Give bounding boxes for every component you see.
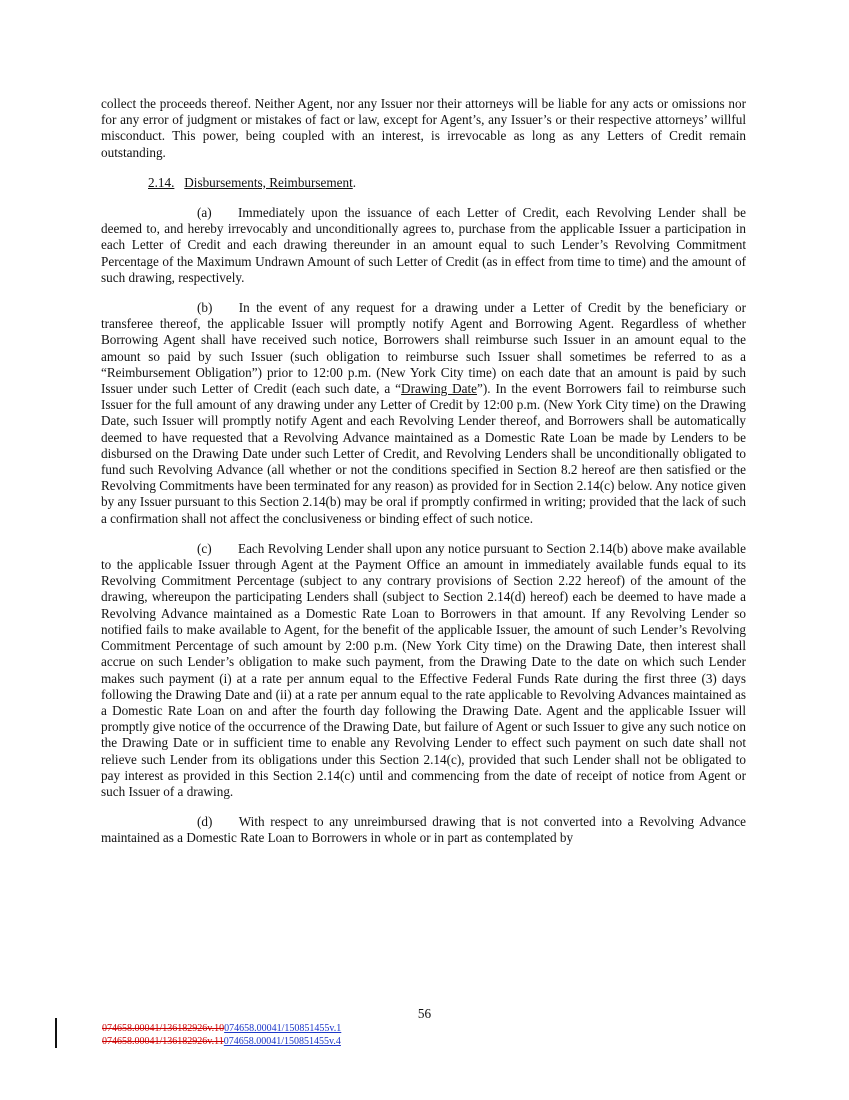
section-title: Disbursements, Reimbursement	[184, 174, 353, 190]
defined-term-drawing-date: Drawing Date	[401, 381, 478, 397]
paragraph-b-part2: ”). In the event Borrowers fail to reimburse such Issuer for the full amount of any drawing under any Letter of Credit by 12:00 p.m. (New York City time) on the Drawing Date, such Issuer will promptly notify Agent and each Revolving Lender thereof, and Borrowers shall be automatically deemed to have requested that a Revolving Advance maintained as a Domestic Rate Loan be made by Lenders to be disbursed on the Drawing Date under such Letter of Credit, and Revolving Lenders shall be unconditionally obligated to fund such Revolving Advance (all whether or not the conditions specified in Section 8.2 hereof are then satisfied or the Revolving Commitments have been terminated for any reason) as provided for in Section 2.14(c) below. Any notice given by any Issuer pursuant to this Section 2.14(b) may be oral if promptly confirmed in writing; provided that the lack of such a confirmation shall not affect the conclusiveness or binding effect of such notice.	[101, 381, 746, 526]
inserted-doc-id: 074658.00041/150851455v.1	[224, 1023, 342, 1034]
paragraph-a: (a) Immediately upon the issuance of each Letter of Credit, each Revolving Lender shall be deemed to, and hereby irrevocably and unconditionally agrees to, purchase from the applicable Issuer a participation in each Letter of Credit and each drawing thereunder in an amount equal to such Lender’s Revolving Commitment Percentage of the Maximum Undrawn Amount of such Letter of Credit (as in effect from time to time) and the amount of such drawing, respectively.	[101, 205, 746, 285]
revision-change-bar	[55, 1018, 57, 1048]
section-heading: 2.14. Disbursements, Reimbursement.	[148, 174, 357, 190]
section-number: 2.14.	[148, 174, 175, 190]
document-footer	[102, 1022, 341, 1048]
footer-line-2	[102, 1035, 341, 1048]
deleted-doc-id: 074658.00041/136182926v.10	[102, 1023, 225, 1034]
paragraph-b	[101, 300, 746, 527]
deleted-doc-id: 074658.00041/136182926v.11	[102, 1036, 224, 1047]
paragraph-d: (d) With respect to any unreimbursed drawing that is not converted into a Revolving Advance maintained as a Domestic Rate Loan to Borrowers in whole or in part as contemplated by	[101, 814, 746, 846]
paragraph-c: (c) Each Revolving Lender shall upon any notice pursuant to Section 2.14(b) above make available to the applicable Issuer through Agent at the Payment Office an amount in immediately available funds equal to its Revolving Commitment Percentage (subject to any contrary provisions of Section 2.22 hereof) of the amount of the drawing, whereupon the participating Lenders shall (subject to Section 2.14(d) hereof) each be deemed to have made a Revolving Advance maintained as a Domestic Rate Loan to Borrowers in that amount. If any Revolving Lender so notified fails to make available to Agent, for the benefit of the applicable Issuer, the amount of such Lender’s Revolving Commitment Percentage of such amount by 2:00 p.m. (New York City time) on the Drawing Date, then interest shall accrue on such Lender’s obligation to make such payment, from the Drawing Date to the date on which such Lender makes such payment (i) at a rate per annum equal to the Effective Federal Funds Rate during the first three (3) days following the Drawing Date and (ii) at a rate per annum equal to the rate applicable to Revolving Advances maintained as a Domestic Rate Loan on and after the fourth day following the Drawing Date. Agent and the applicable Issuer will promptly give notice of the occurrence of the Drawing Date, but failure of Agent or such Issuer to give any such notice on the Drawing Date or in sufficient time to enable any Revolving Lender to effect such payment on such date shall not relieve such Lender from its obligations under this Section 2.14(c), provided that such Lender shall not be obligated to pay interest as provided in this Section 2.14(c) until and commencing from the date of receipt of notice from Agent or such Issuer of a drawing.	[101, 540, 746, 799]
paragraph-continuation: collect the proceeds thereof. Neither Agent, nor any Issuer nor their attorneys will be liable for any acts or omissions nor for any error of judgment or mistakes of fact or law, except for Agent’s, any Issuer’s or their respective attorneys’ willful misconduct. This power, being coupled with an interest, is irrevocable as long as any Letters of Credit remain outstanding.	[101, 96, 746, 160]
footer-line-1	[102, 1022, 341, 1035]
page-number: 56	[417, 1006, 432, 1021]
paragraph-b-part1: (b) In the event of any request for a drawing under a Letter of Credit by the beneficiary or transferee thereof, the applicable Issuer will promptly notify Agent and Borrowing Agent. Regardless of whether Borrowing Agent shall have received such notice, Borrowers shall reimburse such Issuer in an amount equal to the amount so paid by such Issuer (such obligation to reimburse such Issuer shall sometimes be referred to as a “Reimbursement Obligation”) prior to 12:00 p.m. (New York City time) on each date that an amount is paid by such Issuer under such Letter of Credit (each such date, a “	[101, 300, 746, 397]
inserted-doc-id: 074658.00041/150851455v.4	[223, 1036, 341, 1047]
document-body	[101, 96, 746, 861]
